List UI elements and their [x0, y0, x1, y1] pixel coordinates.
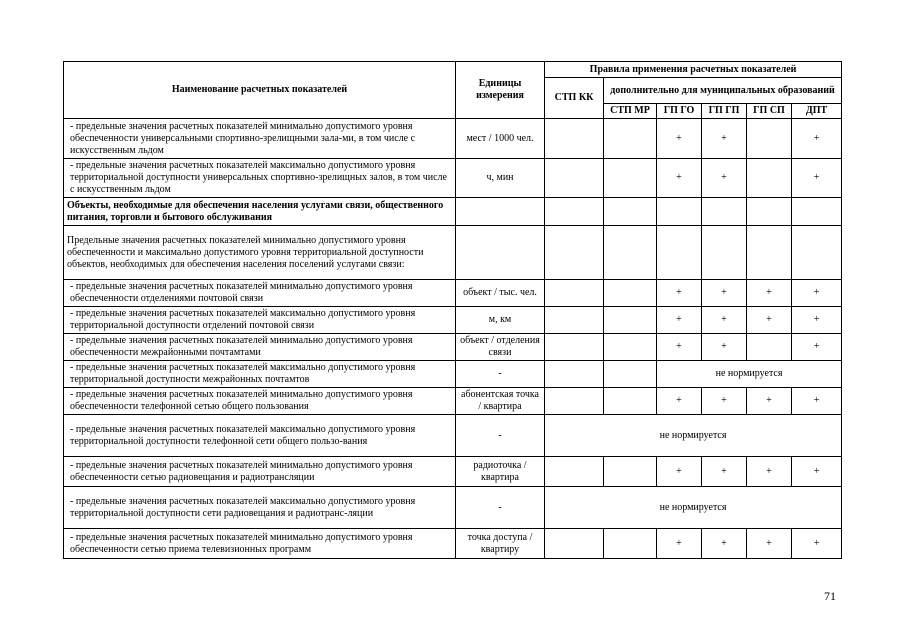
table-row	[64, 529, 842, 559]
indicator-name: - предельные значения расчетных показателей минимально допустимого уровня обеспеченности сетью приема телевизионных программ	[64, 529, 456, 559]
indicator-name: - предельные значения расчетных показателей максимально допустимого уровня территориальной доступности сети радиовещания и радиотранс-ляции	[64, 487, 456, 529]
table-row	[64, 119, 842, 159]
mark-cell	[545, 280, 604, 307]
mark-cell	[792, 198, 842, 226]
indicator-name: - предельные значения расчетных показателей максимально допустимого уровня территориальной доступности отделений почтовой связи	[64, 307, 456, 334]
indicator-name: - предельные значения расчетных показателей минимально допустимого уровня обеспеченности сетью радиовещания и радиотрансляции	[64, 457, 456, 487]
unit-cell: точка доступа / квартиру	[456, 529, 545, 559]
mark-cell: +	[792, 457, 842, 487]
mark-cell	[747, 159, 792, 198]
mark-cell: +	[657, 159, 702, 198]
unit-cell	[456, 226, 545, 280]
mark-cell: +	[792, 280, 842, 307]
not-normalized-cell: не нормируется	[545, 415, 842, 457]
table-row	[64, 457, 842, 487]
table-row	[64, 334, 842, 361]
mark-cell: +	[792, 529, 842, 559]
mark-cell: +	[657, 529, 702, 559]
mark-cell	[545, 198, 604, 226]
mark-cell: +	[702, 334, 747, 361]
header-gp-sp: ГП СП	[747, 104, 792, 119]
header-additional: дополнительно для муниципальных образований	[604, 78, 842, 104]
not-normalized-cell: не нормируется	[657, 361, 842, 388]
table-row	[64, 198, 842, 226]
table-row	[64, 388, 842, 415]
mark-cell: +	[702, 529, 747, 559]
header-stp-mr: СТП МР	[604, 104, 657, 119]
mark-cell: +	[702, 159, 747, 198]
mark-cell	[604, 119, 657, 159]
mark-cell: +	[747, 307, 792, 334]
mark-cell	[545, 529, 604, 559]
unit-cell: м, км	[456, 307, 545, 334]
indicators-table	[63, 61, 842, 559]
table-row	[64, 307, 842, 334]
mark-cell: +	[657, 457, 702, 487]
indicator-name: - предельные значения расчетных показателей минимально допустимого уровня обеспеченности межрайонными почтамтами	[64, 334, 456, 361]
unit-cell: мест / 1000 чел.	[456, 119, 545, 159]
mark-cell: +	[747, 529, 792, 559]
indicator-name: - предельные значения расчетных показателей максимально допустимого уровня территориальной доступности универсальных спортивно-зрелищных залов, в том числе с искусственным льдом	[64, 159, 456, 198]
table-row	[64, 487, 842, 529]
mark-cell	[747, 198, 792, 226]
unit-cell: радиоточка / квартира	[456, 457, 545, 487]
mark-cell	[545, 334, 604, 361]
mark-cell	[545, 159, 604, 198]
mark-cell: +	[657, 307, 702, 334]
mark-cell: +	[792, 307, 842, 334]
mark-cell: +	[792, 159, 842, 198]
mark-cell: +	[747, 280, 792, 307]
mark-cell	[747, 334, 792, 361]
indicator-name: - предельные значения расчетных показателей максимально допустимого уровня территориальной доступности телефонной сети общего пользо-вания	[64, 415, 456, 457]
mark-cell: +	[657, 334, 702, 361]
mark-cell: +	[702, 388, 747, 415]
header-units: Единицы измерения	[456, 62, 545, 119]
mark-cell	[657, 198, 702, 226]
header-gp-go: ГП ГО	[657, 104, 702, 119]
mark-cell	[545, 388, 604, 415]
header-name: Наименование расчетных показателей	[64, 62, 456, 119]
mark-cell	[604, 307, 657, 334]
mark-cell: +	[702, 280, 747, 307]
header-stp-kk: СТП КК	[545, 78, 604, 119]
mark-cell	[604, 280, 657, 307]
header-gp-gp: ГП ГП	[702, 104, 747, 119]
mark-cell	[604, 361, 657, 388]
unit-cell: ч, мин	[456, 159, 545, 198]
indicator-name: - предельные значения расчетных показателей минимально допустимого уровня обеспеченности телефонной сетью общего пользования	[64, 388, 456, 415]
mark-cell: +	[702, 457, 747, 487]
unit-cell: абонентская точка / квартира	[456, 388, 545, 415]
mark-cell	[545, 457, 604, 487]
mark-cell: +	[657, 388, 702, 415]
mark-cell	[545, 226, 604, 280]
mark-cell	[702, 226, 747, 280]
mark-cell	[657, 226, 702, 280]
table-row	[64, 159, 842, 198]
indicator-name: Предельные значения расчетных показателей минимально допустимого уровня обеспеченности и максимально допустимого уровня территориальной доступности объектов, необходимых для обеспечения населения поселений услугами связи:	[64, 226, 456, 280]
indicator-name: - предельные значения расчетных показателей минимально допустимого уровня обеспеченности отделениями почтовой связи	[64, 280, 456, 307]
page-number: 71	[824, 589, 836, 603]
unit-cell: -	[456, 415, 545, 457]
unit-cell: -	[456, 487, 545, 529]
mark-cell: +	[657, 119, 702, 159]
mark-cell: +	[792, 334, 842, 361]
mark-cell	[604, 226, 657, 280]
indicator-name: - предельные значения расчетных показателей минимально допустимого уровня обеспеченности универсальными спортивно-зрелищными зала-ми, в том числе с искусственным льдом	[64, 119, 456, 159]
mark-cell: +	[657, 280, 702, 307]
table-row	[64, 226, 842, 280]
mark-cell	[604, 529, 657, 559]
mark-cell	[604, 457, 657, 487]
mark-cell	[604, 334, 657, 361]
table-row	[64, 280, 842, 307]
mark-cell: +	[792, 388, 842, 415]
mark-cell: +	[747, 457, 792, 487]
table-row	[64, 415, 842, 457]
mark-cell	[792, 226, 842, 280]
mark-cell: +	[792, 119, 842, 159]
unit-cell: объект / отделения связи	[456, 334, 545, 361]
mark-cell: +	[702, 119, 747, 159]
header-dpt: ДПТ	[792, 104, 842, 119]
unit-cell: объект / тыс. чел.	[456, 280, 545, 307]
unit-cell	[456, 198, 545, 226]
mark-cell	[747, 226, 792, 280]
mark-cell: +	[702, 307, 747, 334]
indicator-name: - предельные значения расчетных показателей максимально допустимого уровня территориальной доступности межрайонных почтамтов	[64, 361, 456, 388]
mark-cell	[747, 119, 792, 159]
mark-cell: +	[747, 388, 792, 415]
table-body	[64, 119, 842, 559]
mark-cell	[545, 361, 604, 388]
mark-cell	[702, 198, 747, 226]
mark-cell	[604, 198, 657, 226]
mark-cell	[604, 159, 657, 198]
unit-cell: -	[456, 361, 545, 388]
mark-cell	[604, 388, 657, 415]
not-normalized-cell: не нормируется	[545, 487, 842, 529]
mark-cell	[545, 119, 604, 159]
header-rules: Правила применения расчетных показателей	[545, 62, 842, 78]
table-row	[64, 361, 842, 388]
indicator-name: Объекты, необходимые для обеспечения населения услугами связи, общественного питания, торговли и бытового обслуживания	[64, 198, 456, 226]
mark-cell	[545, 307, 604, 334]
